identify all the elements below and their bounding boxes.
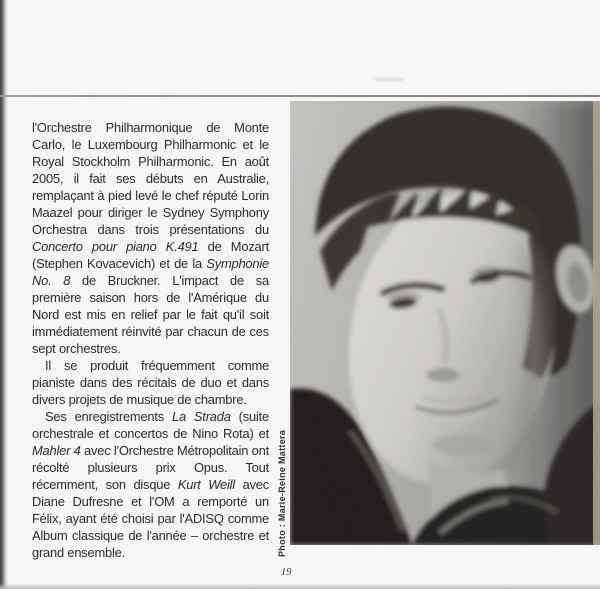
paragraph bbox=[32, 119, 269, 357]
scan-edge-left-shadow bbox=[0, 0, 8, 589]
body-text: (suite orchestrale et concertos de Nino Rota) et bbox=[32, 409, 269, 441]
portrait-illustration bbox=[290, 101, 600, 545]
body-text: Ses enregistrements bbox=[45, 409, 172, 424]
work-title: Mahler 4 bbox=[32, 443, 81, 458]
body-text: avec l'Orchestre Métropolitain ont récolté plusieurs prix Opus. Tout récemment, son disque bbox=[32, 443, 269, 492]
scan-edge-bottom-shadow bbox=[0, 583, 600, 589]
body-text: Il se produit fréquemment comme pianiste dans des récitals de duo et dans divers projets de musique de chambre. bbox=[32, 358, 269, 407]
body-text: l'Orchestre Philharmonique de Monte Carlo, le Luxembourg Philharmonic et le Royal Stockholm Philharmonic. En août 2005, il fait ses débuts en Australie, remplaçant à pied levé le chef réputé Lorin Maazel pour diriger le Sydney Symphony Orchestra dans trois présentations du bbox=[32, 120, 269, 237]
body-text: de Mozart (Stephen Kovacevich) et de la bbox=[32, 239, 270, 271]
page-number: 19 bbox=[281, 567, 292, 578]
article-text bbox=[32, 119, 269, 561]
paragraph bbox=[32, 357, 269, 408]
photo-credit: Photo : Marie-Reine Mattera bbox=[277, 429, 287, 557]
work-title: Kurt Weill bbox=[177, 477, 235, 492]
paragraph bbox=[32, 408, 269, 561]
body-text: avec Diane Dufresne et l'OM a remporté un Félix, ayant été choisi par l'ADISQ comme Album classique de l'année – orchestre et grand ensemble. bbox=[32, 477, 269, 560]
print-bleed-artifact bbox=[375, 78, 403, 81]
portrait-photo bbox=[290, 101, 600, 545]
work-title: La Strada bbox=[172, 409, 231, 424]
work-title: Concerto pour piano K.491 bbox=[32, 239, 199, 254]
divider-line bbox=[0, 95, 600, 97]
body-text: de Bruckner. L'impact de sa première saison hors de l'Amérique du Nord est mis en relief par le fait qu'il soit immédiatement réinvité par chacun de ces sept orchestres. bbox=[32, 273, 269, 356]
work-title: Symphonie No. 8 bbox=[32, 256, 269, 288]
